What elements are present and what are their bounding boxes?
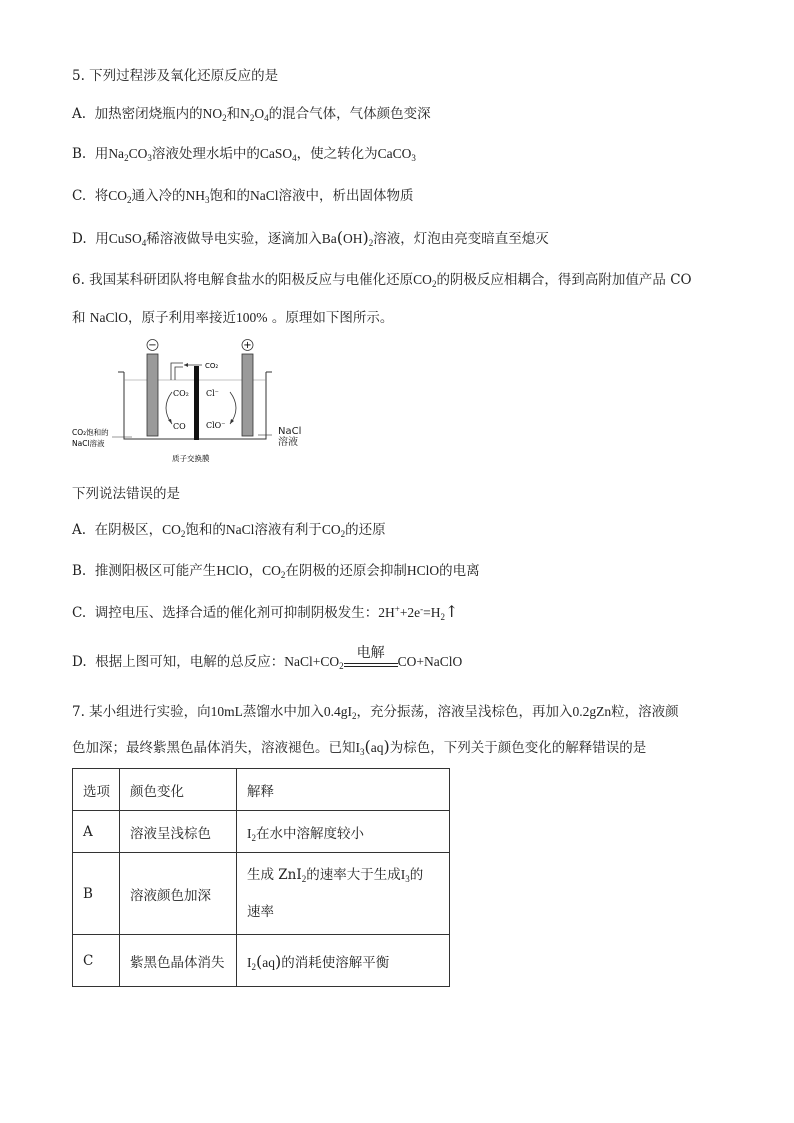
cathode-electrode (147, 354, 158, 436)
anode-reaction-arrow (230, 392, 236, 424)
header-color-change: 颜色变化 (120, 769, 237, 811)
q6-option-a: A. 在阴极区，$CO_2$饱和的NaCl溶液有利于$CO_2$的还原 (72, 522, 386, 539)
row-a-explanation: $I_2$在水中溶解度较小 (237, 811, 450, 853)
cathode-solution-label-line2: NaCl溶液 (72, 439, 105, 448)
membrane-label: 质子交换膜 (172, 454, 210, 463)
co2-inlet-pipe (175, 367, 183, 380)
row-c-option: C (73, 935, 120, 987)
row-b-option: B (73, 853, 120, 935)
proton-exchange-membrane (194, 366, 199, 440)
q5-option-c: C. 将$CO_2$通入冷的$NH_3$饱和的NaCl溶液中，析出固体物质 (72, 188, 414, 205)
cathode-reaction-arrow (166, 392, 172, 424)
co-product-label: CO (173, 422, 186, 431)
q5-option-b: B. 用$Na_2CO_3$溶液处理水垢中的CaSO$_4$，使之转化为CaCO$_3$ (72, 146, 416, 163)
q6-stem-line2: 和 NaClO，原子利用率接近100% 。原理如下图所示。 (72, 310, 394, 326)
q6-option-c: C. 调控电压、选择合适的催化剂可抑制阴极发生：$2H^++2e^-=H_2↑$ (72, 602, 459, 622)
q5-stem: 5. 下列过程涉及氧化还原反应的是 (72, 68, 279, 84)
header-option: 选项 (73, 769, 120, 811)
q6-stem-line1: 6. 我国某科研团队将电解食盐水的阳极反应与电催化还原$CO_2$的阴极反应相耦合，得到高附加值产品 CO (72, 272, 692, 289)
q7-stem-line2: 色加深；最终紫黑色晶体消失，溶液褪色。已知$I_3(aq)$为棕色，下列关于颜色变化的解释错误的是 (72, 737, 647, 757)
hypochlorite-label: ClO⁻ (206, 421, 226, 430)
electrolysis-condition: 电解 (344, 659, 398, 667)
table-row (73, 935, 450, 987)
electrolysis-diagram (72, 336, 272, 472)
row-a-change: 溶液呈浅棕色 (120, 811, 237, 853)
table-row (73, 811, 450, 853)
q6-option-b: B. 推测阳极区可能产生HClO，$CO_2$在阴极的还原会抑制HClO的电离 (72, 563, 480, 580)
table-row (73, 853, 450, 935)
q7-stem-line1: 7. 某小组进行实验，向10mL蒸馏水中加入$0.4gI_2$，充分振荡，溶液呈浅棕色，再加入0.2gZn粒，溶液颜 (72, 704, 679, 721)
row-a-option: A (73, 811, 120, 853)
positive-sign: + (243, 340, 252, 351)
q7-table (72, 768, 450, 987)
q5-option-d: D. 用CuSO$_4$稀溶液做导电实验，逐滴加入$Ba(OH)_2$溶液，灯泡由亮变暗直至熄灭 (72, 228, 549, 248)
row-b-change: 溶液颜色加深 (120, 853, 237, 935)
anode-solution-label: NaCl 溶液 (278, 426, 302, 448)
co2-reactant-label: CO₂ (173, 389, 189, 398)
chloride-label: Cl⁻ (206, 389, 219, 398)
row-c-change: 紫黑色晶体消失 (120, 935, 237, 987)
row-c-explanation: $I_2(aq)$的消耗使溶解平衡 (237, 935, 450, 987)
anode-electrode (242, 354, 253, 436)
row-b-explanation: 生成 ZnI$_2$的速率大于生成$I_3$的 速率 (237, 853, 450, 935)
q6-option-d: D. 根据上图可知，电解的总反应：$NaCl+CO_2$ 电解 CO+NaClO (72, 644, 463, 671)
cathode-solution-label-line1: CO₂饱和的 (72, 428, 109, 437)
q6-ask: 下列说法错误的是 (72, 486, 180, 502)
table-header-row (73, 769, 450, 811)
q5-option-a: A. 加热密闭烧瓶内的$NO_2$和$N_2O_4$的混合气体，气体颜色变深 (72, 106, 431, 123)
negative-sign: − (148, 340, 157, 351)
header-explanation: 解释 (237, 769, 450, 811)
co2-inlet-label: CO₂ (205, 362, 219, 370)
